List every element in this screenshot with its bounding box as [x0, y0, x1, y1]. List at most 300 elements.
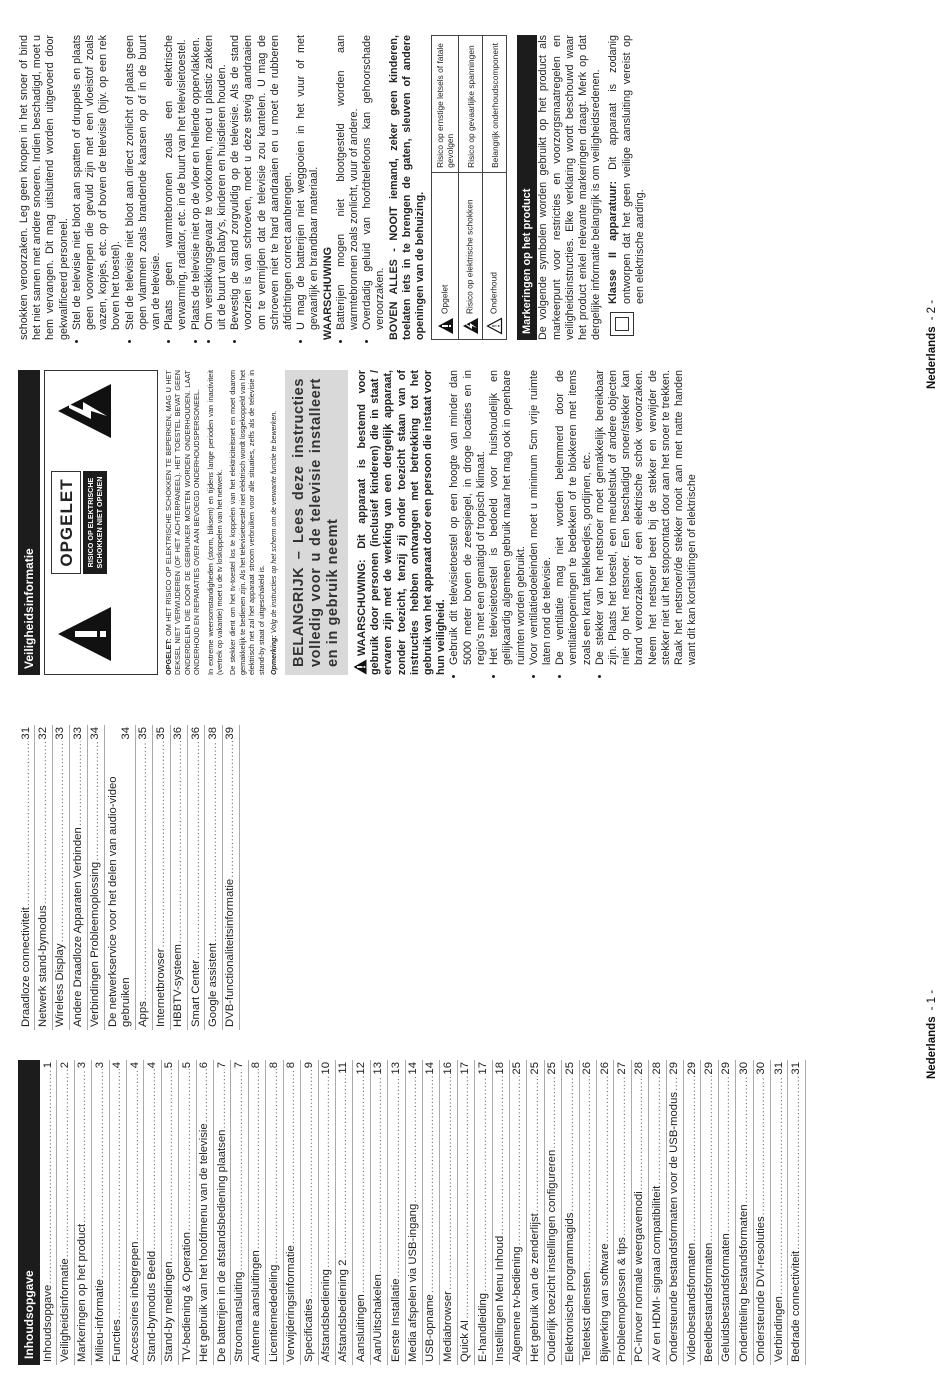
- toc-entry-title: Andere Draadloze Apparaten Verbinden: [71, 827, 84, 1027]
- toc-entry: [88, 725, 105, 1030]
- toc-leader-dots: [216, 1069, 229, 1128]
- toc-entry-title: Veiligheidsinformatie: [58, 1258, 71, 1362]
- symbol-description: Risico op gevaarlijke spanningen: [459, 36, 483, 173]
- toc-leader-dots: [686, 1076, 699, 1242]
- warning-body: [353, 370, 699, 675]
- safety-bullet: • Stel de televisie niet bloot aan spatten of druppels en plaats geen voorwerpen die gevuld zijn met een vloeistof zoals vazen, kopjes, etc. op of boven de televisie (bijv. op een rek boven het toestel).: [71, 35, 124, 330]
- toc-leader-dots: [20, 741, 33, 906]
- toc-entry-title: Videobestandsformaten: [685, 1242, 698, 1362]
- toc-entry-title: Apps: [137, 1001, 150, 1027]
- toc-entry: [153, 725, 170, 1030]
- footer-language: Nederlands: [926, 326, 938, 390]
- toc-leader-dots: [703, 1076, 716, 1242]
- class-ii-text: Dit apparaat is zodanig ontworpen dat het geen veilige aansluiting vereist op een elektrische aarding.: [607, 35, 646, 304]
- toc-entry-title: DVB-functionaliteitsinformatie: [224, 878, 237, 1027]
- warning-triangle-icon: [353, 659, 367, 675]
- safety-bullet: • De stekker van het netsnoer moet gemakkelijk bereikbaar zijn. Plaats het toestel, een meubelstuk of andere objecten niet op het netsnoer. Een beschadigd snoer/stekker kan brand veroorzaken of een elektrische schok veroorzaken. Neem het netsnoer beet bij de stekker en verwijder de stekker niet uit het stopcontact door aan het snoer te trekken. Raak het netsnoer/de stekker nooit aan met natte handen want dit kan kortsluitingen of elektrische: [594, 370, 700, 665]
- symbol-cell: [432, 172, 459, 339]
- toc-entry-title: USB-opname: [424, 1294, 437, 1362]
- toc-entry-page: 26: [581, 1062, 594, 1075]
- plug-paragraph: De stekker dient om het tv-toestel los te koppelen van het elektriciteitsnet en moet daarom gemakkelijk te bedienen zijn. Als het televisietoestel niet elektrisch wordt losgekoppeld van het elektrisch net zal het apparaat stroom verbruiken voor alle situaties, zelfs als de televisie in stand-by staat of uitgeschakeld is.: [228, 370, 266, 675]
- toc-leader-dots: [529, 1076, 542, 1213]
- toc-entry: [188, 725, 205, 1030]
- toc-entry-page: 30: [755, 1062, 768, 1075]
- caution-label-box: [44, 370, 158, 675]
- safety-bullet: • Om verstikkingsgevaar te voorkomen, moet u plastic zakken uit de buurt van baby's, kinderen en huisdieren houden.: [203, 35, 229, 330]
- toc-entry-title: Probleemoplossen & tips: [615, 1237, 628, 1362]
- caution-label: OPGELET:: [164, 638, 173, 675]
- class-ii-label: Klasse II apparatuur:: [607, 180, 620, 304]
- toc-entry-page: 33: [71, 727, 84, 740]
- toc-entry-title: Ondersteunde bestandsformaten voor de USB-modus: [668, 1091, 681, 1362]
- toc-leader-dots: [355, 1076, 368, 1294]
- toc-entry-title: Markeringen op het product: [76, 1223, 89, 1362]
- safety-bullet: • Plaats geen warmtebronnen zoals een elektrische verwarming, radiator, etc. in de buurt van het televisietoestel.: [163, 35, 189, 330]
- toc-entry: [614, 1060, 631, 1365]
- toc-entry-page: 8: [267, 1062, 280, 1069]
- toc-entry: [440, 1060, 457, 1365]
- toc-entry-title: Elektronische programmagids: [563, 1212, 576, 1362]
- toc-leader-dots: [224, 741, 237, 878]
- toc-entry: [105, 725, 136, 1030]
- toc-entry-title: Algemene tv-bediening: [511, 1246, 524, 1362]
- toc-entry: [527, 1060, 544, 1365]
- toc-entry-title: Specificaties: [302, 1298, 315, 1362]
- section-title: Veiligheidsinformatie: [18, 370, 40, 675]
- toc-entry-title: Media afspelen via USB-ingang: [407, 1203, 420, 1362]
- safety-column-right: [18, 35, 647, 340]
- toc-entry: [18, 725, 35, 1030]
- warning-triangle-icon: [437, 317, 454, 335]
- page-footer: [926, 690, 938, 1379]
- toc-leader-dots: [633, 1076, 646, 1191]
- toc-entry-page: 32: [36, 727, 49, 740]
- toc-entry-title: De netwerkservice voor het delen van audio-video gebruiken: [106, 776, 132, 1027]
- toc-entry-title: Draadloze connectiviteit: [19, 907, 32, 1027]
- class-ii-row: [607, 35, 647, 340]
- toc-entry-page: 4: [128, 1062, 141, 1069]
- toc-entry-page: 16: [441, 1062, 454, 1075]
- page-footer: [926, 0, 938, 689]
- toc-entry-title: Het gebruik van de zenderlijst: [528, 1213, 541, 1362]
- toc-entry: [214, 1060, 231, 1365]
- toc-leader-dots: [599, 1076, 612, 1243]
- toc-entry-page: 13: [372, 1062, 385, 1075]
- toc-leader-dots: [76, 1069, 89, 1223]
- toc-entry-title: Internetbrowser: [154, 948, 167, 1027]
- toc-list-left: [40, 1060, 806, 1365]
- toc-entry-page: 29: [702, 1062, 715, 1075]
- footer-language: Nederlands: [926, 1016, 938, 1080]
- toc-entry: [353, 1060, 370, 1365]
- toc-entry-page: 14: [424, 1062, 437, 1075]
- toc-entry-page: 31: [789, 1062, 802, 1075]
- toc-leader-dots: [424, 1076, 437, 1294]
- toc-entry-page: 28: [650, 1062, 663, 1075]
- toc-entry: [284, 1060, 301, 1365]
- toc-entry: [301, 1060, 318, 1365]
- toc-leader-dots: [755, 1076, 768, 1216]
- toc-entry: [75, 1060, 92, 1365]
- toc-leader-dots: [129, 1069, 142, 1240]
- toc-entry-page: 39: [224, 727, 237, 740]
- footer-page-number: - 1 -: [926, 989, 938, 1011]
- safety-bullet: • De ventilatie mag niet worden belemmerd door de ventilatieopeningen te bedekken of te blokkeren met items zoals een krant, tafelkleedjes, gordijnen, etc.: [554, 370, 594, 665]
- toc-leader-dots: [207, 741, 220, 942]
- toc-entry-title: Stand-by meldingen: [163, 1261, 176, 1362]
- toc-entry: [231, 1060, 248, 1365]
- toc-leader-dots: [320, 1076, 333, 1268]
- page-2: [0, 0, 950, 689]
- safety-bullet: • Het televisietoestel is bedoeld voor huishoudelijk en gelijkaardig algemeen gebruik maar het mag ook in openbare ruimten worden gebruikt.: [488, 370, 528, 665]
- toc-leader-dots: [442, 1076, 455, 1290]
- toc-entry-title: Stroomaansluiting: [232, 1271, 245, 1362]
- toc-leader-dots: [738, 1076, 751, 1204]
- toc-entry-page: 25: [563, 1062, 576, 1075]
- toc-entry-page: 17: [476, 1062, 489, 1075]
- safety-bullet: • Stel de televisie niet bloot aan direct zonlicht of plaats geen open vlammen zoals brandende kaarsen op of in de buurt van de televisie.: [124, 35, 164, 330]
- toc-leader-dots: [89, 741, 102, 861]
- toc-entry-title: Aansluitingen: [354, 1294, 367, 1362]
- symbol-cell: [459, 172, 483, 339]
- toc-leader-dots: [190, 741, 203, 959]
- toc-entry-page: 4: [145, 1062, 158, 1069]
- toc-entry: [127, 1060, 144, 1365]
- toc-entry: [562, 1060, 579, 1365]
- toc-entry: [319, 1060, 336, 1365]
- toc-entry-title: Quick AI: [459, 1319, 472, 1362]
- toc-entry: [649, 1060, 666, 1365]
- symbol-row: [459, 36, 483, 340]
- symbol-table: [431, 35, 507, 340]
- toc-leader-dots: [181, 1069, 194, 1231]
- toc-entry-page: 13: [389, 1062, 402, 1075]
- toc-entry-title: Smart Center: [189, 959, 202, 1027]
- toc-leader-dots: [111, 1069, 124, 1318]
- toc-entry: [771, 1060, 788, 1365]
- toc-entry: [371, 1060, 388, 1365]
- toc-entry-title: Stand-bymodus Beeld: [145, 1250, 158, 1362]
- toc-entry: [632, 1060, 649, 1365]
- toc-entry-page: 31: [772, 1062, 785, 1075]
- above-all-warning: BOVEN ALLES - NOOIT iemand, zeker geen kinderen, toelaten iets in te brengen de gaten, sleuven of andere openingen van de behuizing.: [387, 35, 427, 340]
- toc-leader-dots: [137, 741, 150, 1001]
- toc-leader-dots: [511, 1076, 524, 1246]
- toc-leader-dots: [155, 741, 168, 948]
- toc-entry-title: Mediabrowser: [441, 1291, 454, 1362]
- toc-entry-page: 27: [615, 1062, 628, 1075]
- toc-entry-title: E-handleiding: [476, 1292, 489, 1362]
- toc-entry-title: Accessoires inbegrepen: [128, 1241, 141, 1362]
- toc-entry-page: 25: [511, 1062, 524, 1075]
- toc-entry-page: 33: [54, 727, 67, 740]
- caution-center: [51, 471, 107, 574]
- toc-leader-dots: [198, 1069, 211, 1122]
- toc-entry-page: 8: [250, 1062, 263, 1069]
- caution-title: OPGELET: [51, 471, 81, 574]
- storm-paragraph: In extreme weersomstandigheden (storm, bliksem) en tijdens lange perioden van inactiviteit (vertrek op vakantie) moet u de tv loskoppelen van het netwerk.: [205, 370, 225, 675]
- markings-body: [537, 35, 647, 340]
- toc-entry: [197, 1060, 214, 1365]
- toc-leader-dots: [546, 1076, 559, 1149]
- toc-entry: [179, 1060, 196, 1365]
- toc-entry: [580, 1060, 597, 1365]
- page-1: [0, 690, 950, 1379]
- toc-entry-page: 34: [89, 727, 102, 740]
- toc-entry-page: 25: [546, 1062, 559, 1075]
- toc-entry: [249, 1060, 266, 1365]
- toc-entry: [510, 1060, 527, 1365]
- toc-entry: [35, 725, 52, 1030]
- toc-entry-title: Bedrade connectiviteit: [789, 1250, 802, 1362]
- safety-bullet: • Overdadig geluid van hoofdtelefoons kan gehoorschade veroorzaken.: [361, 35, 387, 330]
- caution-paragraph: [164, 370, 279, 675]
- toc-column-right: [18, 725, 240, 1030]
- toc-leader-dots: [146, 1069, 159, 1250]
- toc-entry-title: Google assistent: [206, 942, 219, 1027]
- toc-entry-page: 29: [720, 1062, 733, 1075]
- toc-entry: [754, 1060, 771, 1365]
- toc-entry-page: 9: [302, 1062, 315, 1069]
- toc-entry-title: De batterijen in de afstandsbediening plaatsen: [215, 1129, 228, 1362]
- toc-list-right: [18, 725, 240, 1030]
- toc-entry-page: 17: [459, 1062, 472, 1075]
- toc-entry-page: 30: [737, 1062, 750, 1075]
- toc-entry-title: Ouderlijk toezicht instellingen configureren: [546, 1149, 559, 1362]
- toc-leader-dots: [94, 1069, 107, 1278]
- toc-leader-dots: [337, 1075, 350, 1259]
- toc-leader-dots: [477, 1076, 490, 1292]
- toc-title: Inhoudsopgave: [18, 1060, 40, 1365]
- toc-leader-dots: [651, 1076, 664, 1185]
- markings-title: Markeringen op het product: [517, 35, 537, 340]
- toc-entry-page: 29: [668, 1062, 681, 1075]
- safety-bullet: • U mag de batterijen niet weggooien in het vuur of met gevaarlijk en brandbaar materiaal.: [295, 35, 321, 330]
- toc-leader-dots: [390, 1076, 403, 1278]
- toc-entry-title: Teletekst diensten: [581, 1271, 594, 1362]
- toc-entry: [205, 725, 222, 1030]
- safety-column-left: [18, 370, 699, 675]
- toc-entry-page: 6: [198, 1062, 211, 1069]
- toc-leader-dots: [407, 1076, 420, 1203]
- toc-entry-page: 35: [154, 727, 167, 740]
- toc-entry-page: 25: [528, 1062, 541, 1075]
- toc-entry: [388, 1060, 405, 1365]
- note-label: Opmerking:: [270, 635, 279, 675]
- toc-entry: [57, 1060, 74, 1365]
- maintenance-triangle-icon: [486, 317, 503, 335]
- toc-entry-title: Wireless Display: [54, 943, 67, 1027]
- toc-leader-dots: [720, 1076, 733, 1233]
- toc-entry-page: 11: [337, 1062, 350, 1074]
- toc-entry-title: Het gebruik van het hoofdmenu van de televisie: [198, 1123, 211, 1362]
- toc-entry-title: Bijwerking van software: [598, 1243, 611, 1362]
- toc-entry-page: 10: [320, 1062, 332, 1075]
- toc-leader-dots: [233, 1069, 246, 1270]
- safety-bullet: • Bevestig de stand zorgvuldig op de televisie. Als de stand voorzien is van schroeven, moet u deze stevig aandraaien om te vermijden dat de televisie zou kantelen. U mag de schroeven niet te hard aandraaien en u moet de rubberen afdichtingen correct aanbrengen.: [229, 35, 295, 330]
- toc-entry: [684, 1060, 701, 1365]
- warning-bullets: [335, 35, 388, 340]
- toc-leader-dots: [303, 1069, 316, 1297]
- toc-leader-dots: [564, 1076, 577, 1212]
- toc-entry-page: 12: [354, 1062, 367, 1075]
- toc-entry-page: 29: [685, 1062, 698, 1075]
- symbol-row: [432, 36, 459, 340]
- toc-entry: [719, 1060, 736, 1365]
- caution-subtitle: RISICO OP ELEKTRISCHE SCHOKKEN NIET OPENEN: [83, 471, 107, 574]
- toc-leader-dots: [54, 741, 67, 943]
- markings-text: De volgende symbolen worden gebruikt op het product als markeerpunt voor restricties en voorzorgsmaatregelen en veiligheidsinstructies. Elke verklaring wordt beschouwd waar het product enkel relevante markeringen draagt. Merk op dat dergelijke informatie belangrijk is om veiligheidsredenen.: [537, 35, 603, 340]
- safety-bullet: • Batterijen mogen niet blootgesteld worden aan warmtebronnen zoals zonlicht, vuur of andere.: [335, 35, 361, 330]
- electric-shock-triangle-icon: [462, 317, 479, 335]
- toc-entry-page: 7: [232, 1062, 245, 1069]
- symbol-description: Belangrijk onderhoudscomponent: [483, 36, 507, 173]
- toc-entry-page: 3: [76, 1062, 89, 1069]
- safety-bullet: • Voor ventilatiedoeleinden moet u minimum 5cm vrije ruimte laten rond de televisie.: [528, 370, 554, 665]
- toc-entry-page: 1: [41, 1062, 54, 1069]
- toc-leader-dots: [790, 1076, 803, 1250]
- footer-page-number: - 2 -: [926, 299, 938, 321]
- toc-entry-page: 2: [58, 1062, 71, 1069]
- toc-entry: [40, 1060, 57, 1365]
- safety-bullet: • Plaats de televisie niet op de vloer en hellende oppervlakken.: [190, 35, 203, 330]
- toc-entry-page: 31: [19, 727, 32, 740]
- toc-entry-title: Aan/Uitschakelen: [372, 1274, 385, 1362]
- toc-entry-page: 36: [172, 727, 185, 740]
- toc-entry-title: Ondertiteling bestandsformaten: [737, 1204, 750, 1362]
- toc-leader-dots: [37, 741, 50, 905]
- symbol-description: Risico op ernstige letsels of fatale gevolgen: [432, 36, 459, 173]
- toc-entry: [171, 725, 188, 1030]
- toc-entry-title: Inhoudsopgave: [41, 1284, 54, 1362]
- symbol-label: Risico op elektrische schokken: [465, 199, 476, 314]
- toc-leader-dots: [668, 1076, 681, 1091]
- toc-entry: [423, 1060, 440, 1365]
- toc-entry-page: 5: [180, 1062, 193, 1069]
- toc-entry: [136, 725, 153, 1030]
- toc-entry: [144, 1060, 161, 1365]
- symbol-cell: [483, 172, 507, 339]
- toc-entry: [92, 1060, 109, 1365]
- toc-entry-title: Beeldbestandsformaten: [702, 1242, 715, 1362]
- toc-leader-dots: [268, 1069, 281, 1263]
- toc-leader-dots: [372, 1076, 385, 1274]
- toc-column-left: [18, 1060, 806, 1365]
- toc-entry-title: Verbindingen Probleemoplossing: [89, 861, 102, 1027]
- toc-entry: [545, 1060, 562, 1365]
- important-heading: BELANGRIJK – Lees deze instructies volledig voor u de televisie installeert en in gebruik neemt: [285, 370, 348, 675]
- toc-entry-page: 14: [407, 1062, 420, 1075]
- toc-entry: [266, 1060, 283, 1365]
- toc-leader-dots: [250, 1069, 263, 1249]
- toc-entry-title: Eerste Installatie: [389, 1278, 402, 1362]
- safety-body-right: [18, 35, 427, 340]
- toc-entry-page: 34: [119, 727, 132, 740]
- toc-entry-page: 8: [285, 1062, 298, 1069]
- toc-entry-page: 5: [163, 1062, 176, 1069]
- toc-entry: [53, 725, 70, 1030]
- toc-entry-title: Licentiemededeling: [267, 1264, 280, 1362]
- toc-entry: [597, 1060, 614, 1365]
- toc-entry: [736, 1060, 753, 1365]
- safety-bullets-left: [448, 370, 699, 675]
- toc-entry-page: 26: [598, 1062, 611, 1075]
- toc-leader-dots: [459, 1076, 472, 1319]
- toc-entry-page: 36: [189, 727, 202, 740]
- toc-entry: [162, 1060, 179, 1365]
- symbol-label: Onderhoud: [489, 272, 500, 314]
- exclamation-triangle-icon: [55, 604, 115, 664]
- safety-bullet: • Gebruik dit televisietoestel op een hoogte van minder dan 5000 meter boven de zeespiegel, in droge locaties en in regio's met een gematigd of tropisch klimaat.: [448, 370, 488, 665]
- toc-entry-title: Functies: [111, 1319, 124, 1362]
- toc-leader-dots: [616, 1076, 629, 1236]
- toc-entry-title: Afstandsbediening: [320, 1269, 332, 1362]
- toc-entry-page: 38: [206, 727, 219, 740]
- toc-entry-title: Verbindingen: [772, 1296, 785, 1362]
- toc-entry: [475, 1060, 492, 1365]
- toc-entry-title: HBBTV-systeem: [172, 944, 185, 1027]
- toc-entry: [223, 725, 240, 1030]
- toc-leader-dots: [163, 1069, 176, 1260]
- toc-leader-dots: [773, 1076, 786, 1295]
- toc-leader-dots: [172, 741, 185, 944]
- toc-entry: [110, 1060, 127, 1365]
- double-square-icon: [610, 312, 634, 336]
- safety-bullets-right: [71, 35, 322, 340]
- warning-subheading: WAARSCHUWING: [321, 247, 334, 340]
- toc-entry-page: 35: [137, 727, 150, 740]
- toc-entry-page: 4: [111, 1062, 124, 1069]
- toc-entry-page: 7: [215, 1062, 228, 1069]
- continued-text: schokken veroorzaken. Leg geen knopen in het snoer of bind het niet samen met andere snoeren. Indien beschadigd, moet u hem vervangen. Dit mag uitsluitend worden uitgevoerd door gekwalificeerd personeel.: [18, 35, 70, 340]
- toc-leader-dots: [581, 1076, 594, 1271]
- toc-entry-title: PC-invoer normale weergavemodi: [633, 1191, 646, 1362]
- toc-entry-title: Milieu-informatie: [93, 1279, 106, 1362]
- toc-entry-title: Afstandsbediening 2: [337, 1259, 350, 1362]
- note-text: Volg de instructies op het scherm om de verwante functie te bewerken.: [270, 410, 279, 636]
- toc-entry-page: 18: [494, 1062, 507, 1075]
- toc-entry-page: 3: [93, 1062, 106, 1069]
- toc-entry-title: Netwerk stand-bymodus: [36, 905, 49, 1027]
- toc-leader-dots: [42, 1069, 55, 1283]
- toc-entry: [336, 1060, 353, 1365]
- toc-entry-title: TV-bediening & Operation: [180, 1232, 193, 1362]
- toc-entry-title: AV en HDMI- signaal compatibiliteit: [650, 1185, 663, 1362]
- toc-entry: [788, 1060, 805, 1365]
- toc-leader-dots: [59, 1069, 72, 1257]
- toc-entry-title: Geluidsbestandsformaten: [720, 1233, 733, 1362]
- toc-entry-page: 28: [633, 1062, 646, 1075]
- toc-entry: [406, 1060, 423, 1365]
- caution-text: OM HET RISICO OP ELEKTRISCHE SCHOKKEN TE BEPERKEN, MAG U HET DEKSEL NIET VERWIJDEREN (OF HET ACHTERPANEEL). HET TOESTEL BEVAT GEEN ONDERDELEN DIE DOOR DE GEBRUIKER MOETEN WORDEN ONDERHOUDEN. LAAT ONDERHOUD EN REPARATIES OVER AAN BEVOEGD ONDERHOUDSPERSONEEL.: [164, 370, 202, 675]
- toc-entry-title: Ondersteunde DVI-resoluties: [755, 1216, 768, 1362]
- symbol-row: [483, 36, 507, 340]
- warning-paragraph: WAARSCHUWING: Dit apparaat is bestemd voor gebruik door personen (inclusief kinderen) die in staat / ervaren zijn met de werking van een dergelijk apparaat, zonder toezicht, tenzij zij onder toezicht staan van of instructies hebben ontvangen met betrekking tot het gebruik van het apparaat door een persoon die instaat voor hun veiligheid.: [356, 370, 448, 675]
- toc-leader-dots: [285, 1069, 298, 1244]
- toc-entry: [458, 1060, 475, 1365]
- toc-entry: [70, 725, 87, 1030]
- toc-entry: [667, 1060, 684, 1365]
- toc-leader-dots: [72, 741, 85, 827]
- toc-entry-title: Antenne aansluitingen: [250, 1250, 263, 1362]
- toc-entry-title: Instellingen Menu Inhoud: [494, 1235, 507, 1362]
- toc-entry: [493, 1060, 510, 1365]
- toc-leader-dots: [494, 1076, 507, 1235]
- symbol-label: Opgelet: [439, 284, 450, 314]
- lightning-triangle-icon: [55, 381, 115, 441]
- toc-entry-title: Verwijderingsinformatie: [285, 1245, 298, 1362]
- toc-entry: [701, 1060, 718, 1365]
